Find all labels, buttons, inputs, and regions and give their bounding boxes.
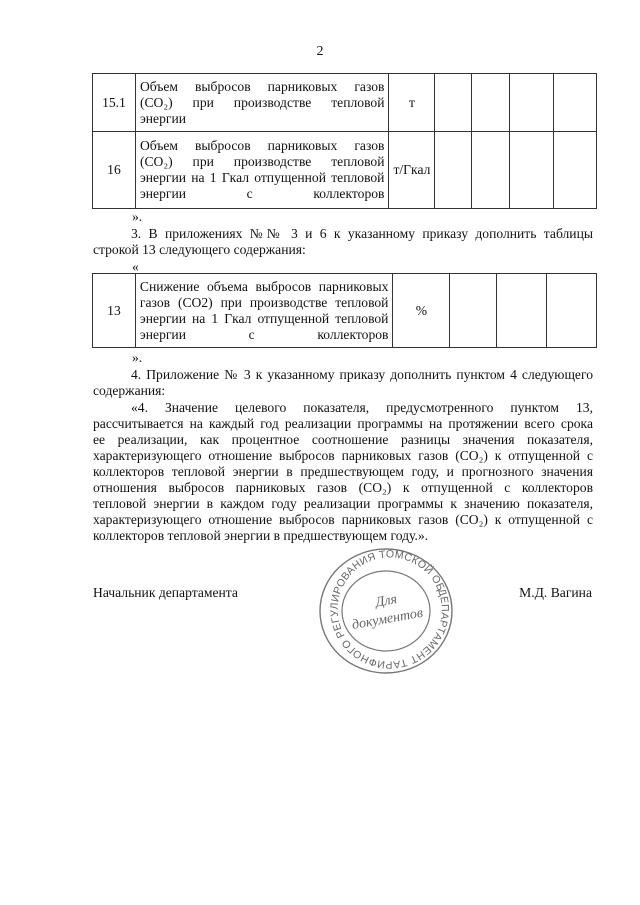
row-description: Объем выбросов парниковых газов (CO₂) при производстве тепловой энергии	[135, 74, 389, 132]
table-row	[93, 74, 597, 132]
empty-cell	[472, 74, 510, 132]
row-unit: %	[393, 274, 450, 348]
official-stamp-icon	[316, 545, 456, 675]
empty-cell	[435, 132, 472, 209]
table-row	[93, 274, 597, 348]
row-unit: т/Гкал	[389, 132, 435, 209]
row-number: 13	[93, 274, 136, 348]
close-quote: ».	[132, 350, 143, 365]
open-quote: «	[132, 259, 139, 274]
empty-cell	[435, 74, 472, 132]
row-description: Снижение объема выбросов парниковых газов (СО2) при производстве тепловой энергии на 1 Гкал отпущенной тепловой энергии с коллекторов	[135, 274, 393, 348]
signer-name: М.Д. Вагина	[519, 585, 592, 600]
paragraph-4-item: «4. Значение целевого показателя, предусмотренного пунктом 13, рассчитывается на каждый год реализации программы на протяжении всего срока ее реализации, как процентное соотношение разницы значения показателя, характеризующего отношение выбросов парниковых газов (CO₂) к отпущенной с коллекторов тепловой энергии в предшествующем году, и прогнозного значения отношения выбросов парниковых газов (CO₂) к отпущенной с коллекторов тепловой энергии в каждом году реализации программы к значению показателя, характеризующего отношение выбросов парниковых газов (CO₂) к отпущенной с коллекторов тепловой энергии в предшествующем году.».	[93, 400, 593, 543]
row-unit: т	[389, 74, 435, 132]
empty-cell	[554, 74, 597, 132]
stamp-ring-text: ДЕПАРТАМЕНТ ТАРИФНОГО РЕГУЛИРОВАНИЯ ТОМСКОЙ ОБЛАСТИ	[328, 548, 451, 671]
empty-cell	[497, 274, 547, 348]
stamp-center-line-2: документов	[350, 605, 425, 633]
row-description: Объем выбросов парниковых газов (CO₂) при производстве тепловой энергии на 1 Гкал отпущенной тепловой энергии с коллекторов	[135, 132, 389, 209]
empty-cell	[472, 132, 510, 209]
close-quote: ».	[132, 209, 143, 224]
table-1	[92, 73, 597, 209]
row-number: 15.1	[93, 74, 136, 132]
empty-cell	[547, 274, 597, 348]
page-number: 2	[316, 44, 324, 59]
paragraph-4: 4. Приложение № 3 к указанному приказу дополнить пунктом 4 следующего содержания:	[93, 367, 593, 398]
stamp-center-line-1: Для	[374, 592, 399, 611]
empty-cell	[510, 132, 554, 209]
signer-position: Начальник департамента	[93, 585, 238, 600]
paragraph-3: 3. В приложениях №№ 3 и 6 к указанному приказу дополнить таблицы строкой 13 следующего содержания:	[93, 226, 593, 257]
row-number: 16	[93, 132, 136, 209]
table-2	[92, 273, 597, 348]
svg-text:ДЕПАРТАМЕНТ ТАРИФНОГО РЕГУЛИРО	[316, 545, 456, 675]
empty-cell	[450, 274, 497, 348]
empty-cell	[510, 74, 554, 132]
empty-cell	[554, 132, 597, 209]
table-row	[93, 132, 597, 209]
